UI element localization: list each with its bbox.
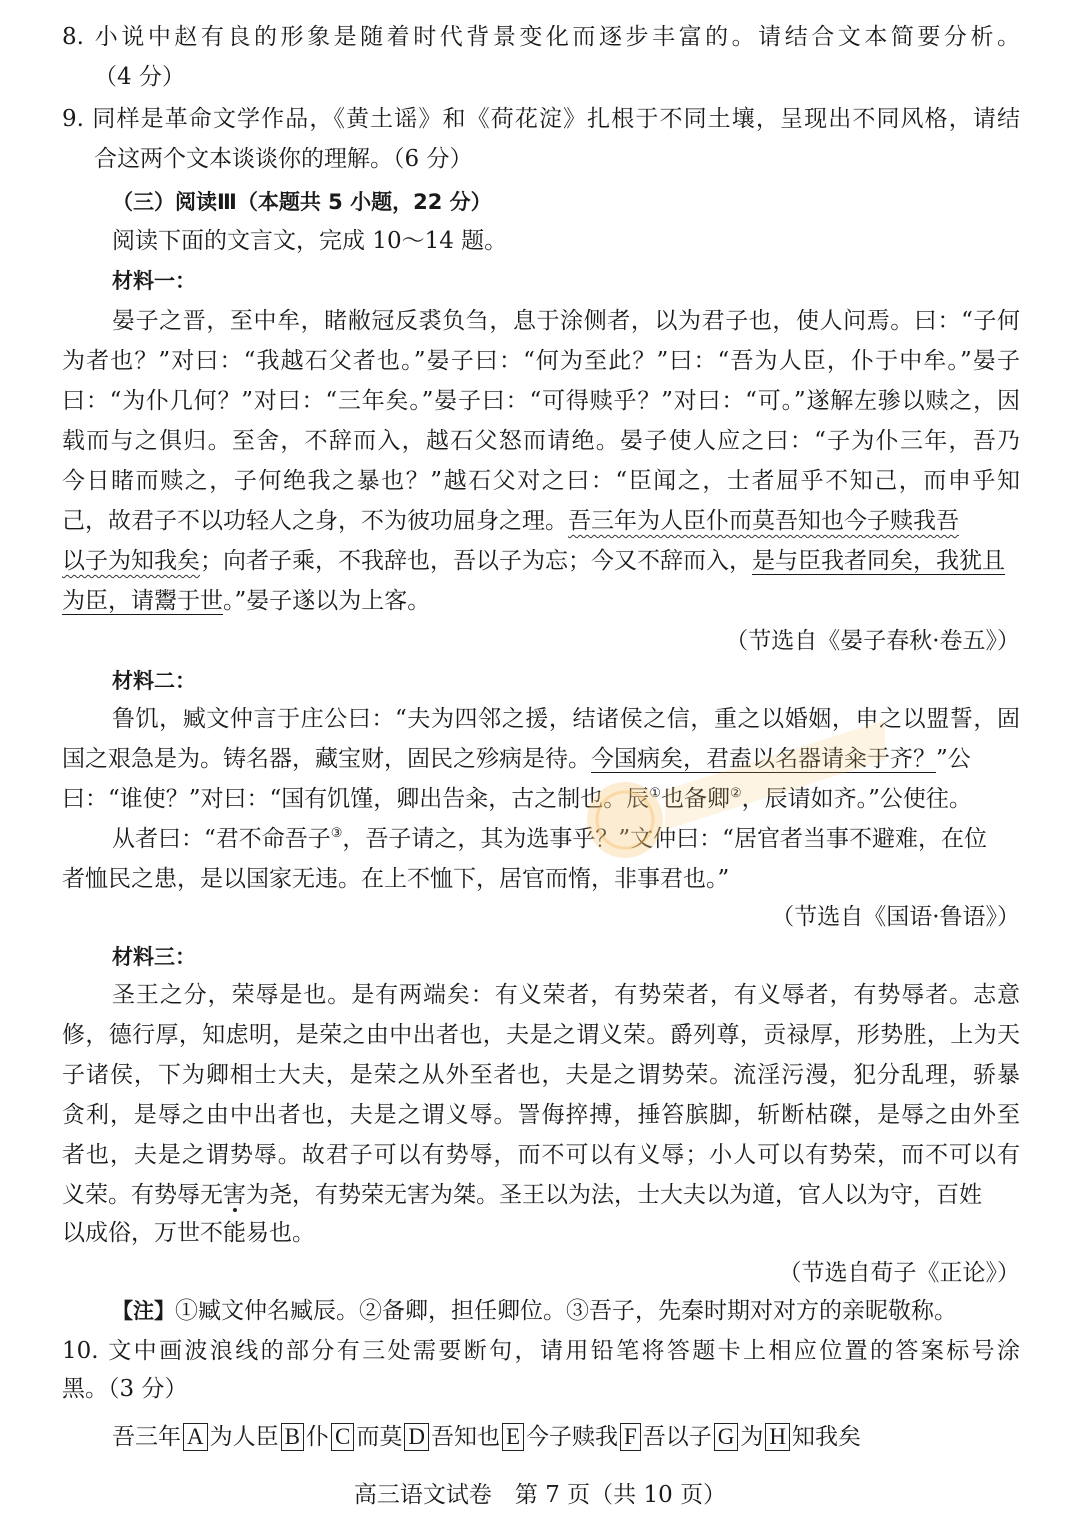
- note-text: ①臧文仲名臧辰。②备卿，担任卿位。③吾子，先秦时期对对方的亲昵敬称。: [175, 1298, 957, 1324]
- material-2-line-1: 鲁饥，臧文仲言于庄公曰：“夫为四邻之援，结诸侯之信，重之以婚姻，申之以盟誓，固: [112, 706, 1020, 732]
- dotted-character: 害: [223, 1182, 246, 1208]
- material-1-line-6: [62, 502, 1020, 540]
- option-box-d[interactable]: D: [404, 1423, 429, 1451]
- material-1-line-2: 为者也？”对曰：“我越石父者也。”晏子曰：“何为至此？”曰：“吾为人臣，仆于中牟。”晏子: [62, 348, 1020, 374]
- material-3-line-4: 贪利，是辱之由中出者也，夫是之谓义辱。詈侮捽搏，捶笞膑脚，斩断枯磔，是辱之由外至: [62, 1102, 1020, 1128]
- question-9-line-2: 合这两个文本谈谈你的理解。（6 分）: [94, 146, 473, 172]
- footnote-mark-3: ③: [330, 826, 343, 841]
- question-9-line-1: 9. 同样是革命文学作品，《黄土谣》和《荷花淀》扎根于不同土壤，呈现出不同风格，请结: [62, 106, 1020, 132]
- underlined-sentence-end: 为臣，请鬻于世: [62, 588, 223, 614]
- material-2-line-5: 者恤民之患，是以国家无违。在上不恤下，居官而惰，非事君也。”: [62, 866, 730, 892]
- answer-segment: 知我矣: [792, 1424, 862, 1450]
- material-2-line-3-part-3: ，辰请如齐。”公使往。: [741, 786, 972, 812]
- material-2-line-4-part-2: ，吾子请之，其为选事乎？”文仲曰：“居官者当事不避难，在位: [342, 826, 987, 852]
- material-2-line-3-part-1: 曰：“谁使？”对曰：“国有饥馑，卿出告籴，古之制也。辰: [62, 786, 650, 812]
- note-label: 【注】: [112, 1299, 175, 1323]
- material-3-line-3: 子诸侯，下为卿相士大夫，是荣之从外至者也，夫是之谓势荣。流淫污漫，犯分乱理，骄暴: [62, 1062, 1020, 1088]
- section-instruction: 阅读下面的文言文，完成 10～14 题。: [112, 228, 508, 254]
- answer-segment: 为人臣: [209, 1424, 279, 1450]
- material-2-line-2-end: ”公: [936, 746, 971, 772]
- section-heading: （三）阅读Ⅲ（本题共 5 小题，22 分）: [112, 190, 492, 214]
- answer-segment: 为: [740, 1424, 764, 1450]
- option-box-f[interactable]: F: [620, 1423, 641, 1451]
- material-1-line-7-plain: ；向者子乘，不我辞也，吾以子为忘；今又不辞而入，: [200, 548, 752, 574]
- material-3-line-2: 修，德行厚，知虑明，是荣之由中出者也，夫是之谓义荣。爵列尊，贡禄厚，形势胜，上为天: [62, 1022, 1020, 1048]
- material-3-title: 材料三：: [112, 945, 196, 969]
- material-2-line-3: [62, 780, 1020, 818]
- answer-segment: 吾以子: [642, 1424, 712, 1450]
- material-1-line-4: 载而与之俱归。至舍，不辞而入，越石父怒而请绝。晏子使人应之曰：“子为仆三年，吾乃: [62, 428, 1020, 454]
- answer-segment: 而莫: [356, 1424, 403, 1450]
- option-box-a[interactable]: A: [183, 1423, 208, 1451]
- question-10-line-1: 10. 文中画波浪线的部分有三处需要断句，请用铅笔将答题卡上相应位置的答案标号涂: [62, 1338, 1020, 1364]
- question-8-line-1: 8. 小说中赵有良的形象是随着时代背景变化而逐步丰富的。请结合文本简要分析。: [62, 24, 1020, 50]
- material-1-line-7: [62, 542, 1020, 580]
- option-box-g[interactable]: G: [714, 1423, 739, 1451]
- option-box-b[interactable]: B: [281, 1423, 304, 1451]
- material-2-title: 材料二：: [112, 669, 196, 693]
- material-1-line-6-plain: 己，故君子不以功轻人之身，不为彼功屈身之理。: [62, 508, 568, 534]
- footnote-mark-2: ②: [729, 786, 742, 801]
- material-1-line-1: 晏子之晋，至中牟，睹敝冠反裘负刍，息于涂侧者，以为君子也，使人问焉。曰：“子何: [112, 308, 1020, 334]
- option-box-h[interactable]: H: [765, 1423, 790, 1451]
- material-1-line-5: 今日睹而赎之，子何绝我之暴也？”越石父对之曰：“臣闻之，士者屈乎不知己，而申乎知: [62, 468, 1020, 494]
- question-10-line-2: 黑。（3 分）: [62, 1376, 188, 1402]
- question-8-line-2: （4 分）: [94, 64, 185, 90]
- material-2-source: （节选自《国语·鲁语》）: [771, 904, 1020, 930]
- annotation-note: [112, 1292, 1020, 1330]
- wavy-underlined-passage: 吾三年为人臣仆而莫吾知也今子赎我吾: [568, 508, 959, 534]
- material-1-source: （节选自《晏子春秋·卷五》）: [725, 628, 1020, 654]
- material-1-line-3: 曰：“为仆几何？”对曰：“三年矣。”晏子曰：“可得赎乎？”对曰：“可。”遂解左骖以赎之，因: [62, 388, 1020, 414]
- material-2-line-4-part-1: 从者曰：“君不命吾子: [112, 826, 331, 852]
- material-3-line-6-part-1: 义荣。有势辱无: [62, 1182, 223, 1208]
- underlined-question-sentence: 今国病矣，君盍以名器请籴于齐？: [591, 746, 936, 772]
- material-2-line-2: [62, 740, 1020, 778]
- answer-segment: 吾三年: [112, 1424, 181, 1450]
- wavy-underlined-passage-end: 以子为知我矣: [62, 548, 200, 574]
- material-3-line-6-part-2: 为尧，有势荣无害为桀。圣王以为法，士大夫以为道，官人以为守，百姓: [246, 1182, 982, 1208]
- underlined-sentence: 是与臣我者同矣，我犹且: [752, 548, 1005, 574]
- page-footer: 高三语文试卷 第 7 页（共 10 页）: [353, 1482, 727, 1508]
- answer-segment: 仆: [305, 1424, 329, 1450]
- option-box-c[interactable]: C: [331, 1423, 354, 1451]
- material-3-line-1: 圣王之分，荣辱是也。是有两端矣：有义荣者，有势荣者，有义辱者，有势辱者。志意: [112, 982, 1020, 1008]
- material-3-source: （节选自荀子《正论》）: [778, 1260, 1020, 1286]
- material-1-line-8-plain: 。”晏子遂以为上客。: [223, 588, 431, 614]
- material-2-line-4: [112, 820, 1020, 858]
- answer-options-row: [112, 1418, 1020, 1456]
- footnote-mark-1: ①: [649, 786, 661, 801]
- material-1-line-8: [62, 582, 1020, 620]
- material-3-line-6: [62, 1176, 1020, 1214]
- material-1-title: 材料一：: [112, 269, 196, 293]
- answer-segment: 今子赎我: [526, 1424, 618, 1450]
- option-box-e[interactable]: E: [502, 1423, 524, 1451]
- material-3-line-5: 者也，夫是之谓势辱。故君子可以有势辱，而不可以有义辱；小人可以有势荣，而不可以有: [62, 1142, 1020, 1168]
- material-2-line-2-plain: 国之艰急是为。铸名器，藏宝财，固民之殄病是待。: [62, 746, 591, 772]
- answer-segment: 吾知也: [430, 1424, 500, 1450]
- material-2-line-3-part-2: 也备卿: [660, 786, 730, 812]
- material-3-line-7: 以成俗，万世不能易也。: [62, 1220, 315, 1246]
